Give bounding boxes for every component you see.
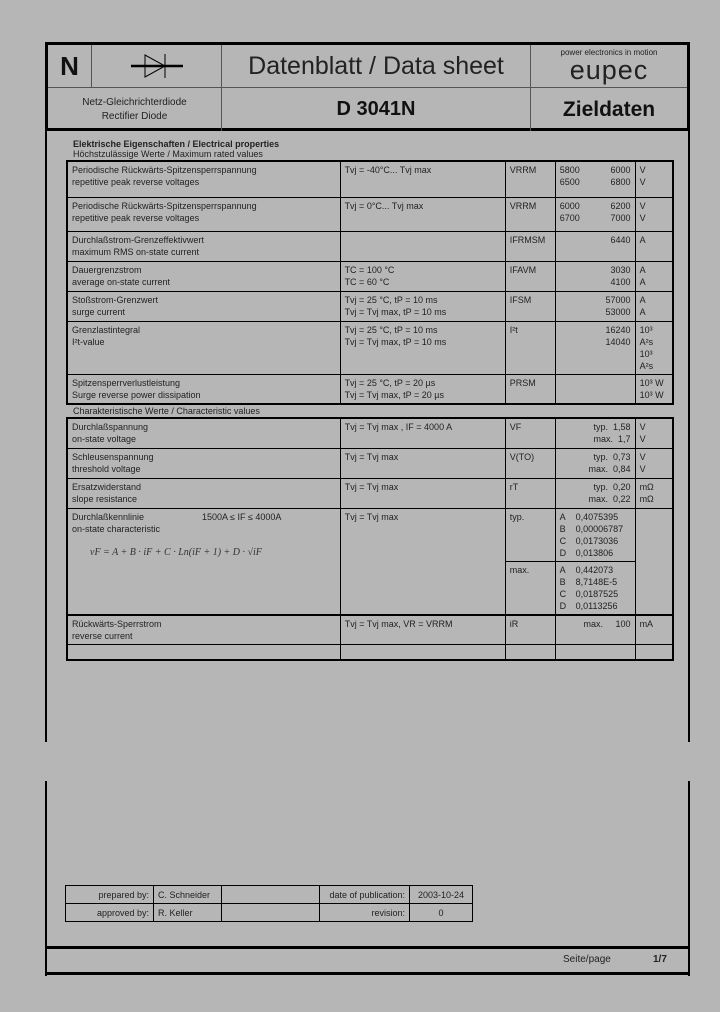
empty-cell [222, 904, 320, 922]
symbol: IFRMSM [509, 234, 546, 245]
param-name-en: I²t-value [72, 336, 105, 347]
diode-symbol-icon [92, 45, 221, 87]
unit: 10³ W [639, 377, 664, 388]
condition: Tvj = Tvj max, tP = 10 ms [344, 336, 447, 347]
value: 14040 [605, 336, 631, 347]
table-row [67, 231, 673, 261]
table-row-onstate-typ [67, 508, 673, 561]
coef-key: A [559, 511, 566, 522]
device-type-de: Netz-Gleichrichterdiode [82, 96, 187, 108]
value: 6500 [559, 177, 580, 187]
condition: Tvj = Tvj max, VR = VRRM [344, 618, 453, 629]
date-label: date of publication: [320, 886, 410, 904]
table-row [66, 886, 473, 904]
coef-key: D [559, 600, 567, 611]
symbol: IFAVM [509, 264, 537, 275]
param-name-en: surge current [72, 306, 126, 317]
value: 0,20 [613, 481, 631, 492]
value-label: typ. [593, 481, 609, 492]
coef-key: C [559, 588, 567, 599]
value-label: max. [509, 564, 530, 575]
table-row [66, 904, 473, 922]
value: 6700 [559, 212, 580, 223]
brand-tagline: power electronics in motion [560, 48, 658, 57]
value: 0,84 [613, 463, 631, 474]
unit: 10³ W [639, 389, 664, 400]
coef-key: A [559, 564, 566, 575]
max-rated-values-table [66, 160, 674, 405]
param-name-de: Schleusenspannung [72, 451, 154, 462]
empty-cell [222, 886, 320, 904]
condition: Tvj = Tvj max, tP = 10 ms [344, 306, 447, 317]
condition: Tvj = Tvj max [344, 451, 399, 462]
page-footer [45, 946, 690, 975]
publication-date: 2003-10-24 [410, 886, 473, 904]
param-name-de: Periodische Rückwärts-Spitzensperrspannung [72, 165, 257, 175]
current-range: 1500A ≤ IF ≤ 4000A [202, 511, 282, 522]
unit: A [639, 306, 646, 317]
value: 0,22 [613, 493, 631, 504]
value-label: typ. [593, 422, 609, 432]
table-row [67, 478, 673, 508]
param-name-en: on-state characteristic [72, 523, 161, 534]
characteristic-values-table [66, 417, 674, 661]
unit: V [639, 451, 646, 462]
approved-by: R. Keller [154, 904, 222, 922]
coef-value: 0,013806 [575, 547, 614, 558]
param-name-de: Durchlaßstrom-Grenzeffektivwert [72, 234, 204, 245]
value-label: max. [588, 463, 609, 474]
coef-key: C [559, 535, 567, 546]
param-name-de: Dauergrenzstrom [72, 264, 142, 275]
unit: A [639, 234, 646, 245]
table-row [67, 615, 673, 645]
value: 4100 [610, 276, 631, 287]
symbol: I²t [509, 324, 518, 335]
revision: 0 [410, 904, 473, 922]
table-row [67, 448, 673, 478]
symbol: VRRM [509, 165, 537, 175]
param-name-en: repetitive peak reverse voltages [72, 212, 200, 223]
frame-right-upper [688, 42, 690, 742]
subsection-title-max-rated: Höchstzulässige Werte / Maximum rated values [73, 149, 263, 159]
condition: TC = 60 °C [344, 276, 390, 287]
param-name-en: threshold voltage [72, 463, 141, 474]
symbol: VRRM [509, 200, 537, 211]
param-name-en: on-state voltage [72, 434, 137, 444]
datasheet-header [45, 42, 690, 131]
unit: A [639, 264, 646, 275]
signature-table [65, 885, 473, 922]
unit: mΩ [639, 481, 654, 492]
section-title-electrical: Elektrische Eigenschaften / Electrical properties [73, 139, 280, 149]
symbol: V(TO) [509, 451, 535, 462]
part-number: D 3041N [336, 98, 416, 120]
table-row [67, 418, 673, 448]
unit: V [639, 165, 646, 175]
approved-label: approved by: [66, 904, 154, 922]
page-label: Seite/page [563, 954, 611, 965]
param-name-de: Grenzlastintegral [72, 324, 141, 335]
value: 100 [615, 618, 631, 629]
brand-name: eupec [569, 55, 649, 85]
condition: Tvj = Tvj max [344, 481, 399, 492]
unit: V [639, 463, 646, 474]
param-name-en: maximum RMS on-state current [72, 246, 200, 257]
coef-value: 0,0187525 [575, 588, 619, 599]
unit: A [639, 294, 646, 305]
symbol: IFSM [509, 294, 532, 305]
unit: V [639, 200, 646, 211]
value: 5800 [559, 165, 580, 175]
unit: 10³ A²s [639, 324, 654, 347]
condition: Tvj = 25 °C, tP = 10 ms [344, 324, 438, 335]
coef-key: B [559, 576, 566, 587]
condition: Tvj = -40°C... Tvj max [344, 165, 432, 175]
value: 0,73 [613, 451, 631, 462]
coef-key: D [559, 547, 567, 558]
unit: mΩ [639, 493, 654, 504]
value-label: max. [593, 434, 614, 444]
brand-logo [531, 45, 687, 87]
value-label: max. [588, 493, 609, 504]
value: 6800 [610, 177, 631, 187]
param-name-de: Durchlaßkennlinie [72, 511, 145, 522]
frame-left-upper [45, 42, 47, 742]
value: 57000 [605, 294, 631, 305]
value: 6440 [610, 234, 631, 245]
symbol: PRSM [509, 377, 536, 388]
coef-value: 0,442073 [575, 564, 614, 575]
type-letter: N [60, 50, 79, 81]
param-name-en: Surge reverse power dissipation [72, 389, 201, 400]
onstate-equation: vF = A + B · iF + C · Ln(iF + 1) + D · √iF [90, 546, 262, 558]
device-type-en: Rectifier Diode [101, 110, 168, 122]
unit: A [639, 276, 646, 287]
value: 3030 [610, 264, 631, 275]
param-name-en: slope resistance [72, 493, 138, 504]
value: 7000 [610, 212, 631, 223]
value: 53000 [605, 306, 631, 317]
table-row [67, 374, 673, 404]
condition: Tvj = 0°C... Tvj max [344, 200, 424, 211]
table-row-empty [67, 644, 673, 660]
condition: Tvj = Tvj max [344, 511, 399, 522]
prepared-by: C. Schneider [154, 886, 222, 904]
value: 1,7 [618, 434, 631, 444]
value: 6000 [559, 200, 580, 211]
condition: Tvj = Tvj max, tP = 20 µs [344, 389, 444, 400]
revision-label: revision: [320, 904, 410, 922]
unit: V [639, 177, 646, 187]
coef-value: 0,0173036 [575, 535, 619, 546]
table-row [67, 291, 673, 321]
value-label: typ. [593, 451, 609, 462]
value-label: max. [583, 618, 604, 629]
value-label: typ. [509, 511, 525, 522]
symbol: VF [509, 422, 522, 432]
symbol: rT [509, 481, 519, 492]
coef-value: 0,4075395 [575, 511, 619, 522]
prepared-label: prepared by: [66, 886, 154, 904]
value: 6200 [610, 200, 631, 211]
condition: Tvj = 25 °C, tP = 10 ms [344, 294, 438, 305]
param-name-en: average on-state current [72, 276, 171, 287]
unit: mA [639, 618, 654, 629]
table-row [67, 321, 673, 374]
param-name-de: Periodische Rückwärts-Spitzensperrspannung [72, 200, 257, 211]
coef-value: 0,0113256 [575, 600, 618, 611]
table-row [67, 161, 673, 197]
param-name-de: Ersatzwiderstand [72, 481, 142, 492]
unit: V [639, 422, 646, 432]
coef-value: 0,00006787 [575, 523, 624, 534]
coef-key: B [559, 523, 566, 534]
condition: Tvj = 25 °C, tP = 20 µs [344, 377, 436, 388]
param-name-de: Stoßstrom-Grenzwert [72, 294, 159, 305]
section-title-characteristic: Charakteristische Werte / Characteristic values [73, 406, 260, 416]
value: 1,58 [613, 422, 631, 432]
value: 16240 [605, 324, 631, 335]
value: 6000 [610, 165, 631, 175]
unit: V [639, 434, 646, 444]
unit: V [639, 212, 646, 223]
page-title: Datenblatt / Data sheet [248, 51, 504, 80]
param-name-de: Rückwärts-Sperrstrom [72, 618, 162, 629]
condition: TC = 100 °C [344, 264, 395, 275]
condition: Tvj = Tvj max , IF = 4000 A [344, 422, 453, 432]
table-row [67, 197, 673, 231]
param-name-de: Durchlaßspannung [72, 422, 149, 432]
coef-value: 8,7148E-5 [575, 576, 618, 587]
param-name-de: Spitzensperrverlustleistung [72, 377, 181, 388]
param-name-en: reverse current [72, 630, 133, 641]
page-number: 1/7 [653, 954, 667, 965]
table-row [67, 261, 673, 291]
symbol: iR [509, 618, 519, 629]
data-status: Zieldaten [562, 97, 656, 121]
unit: 10³ A²s [639, 348, 654, 371]
param-name-en: repetitive peak reverse voltages [72, 177, 200, 187]
